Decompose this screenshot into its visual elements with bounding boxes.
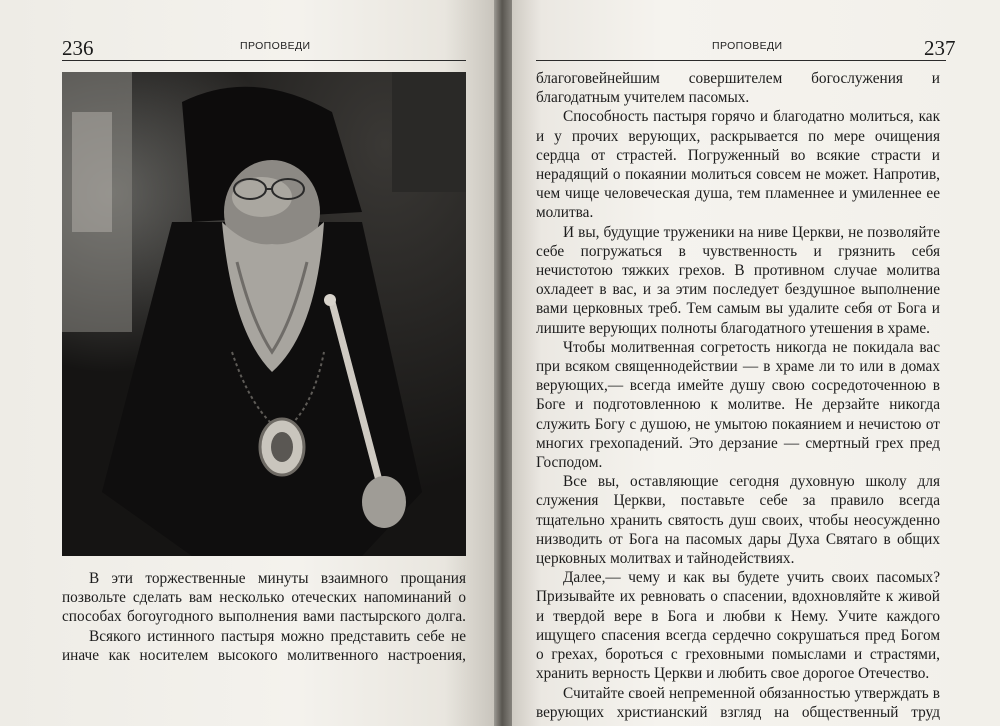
paragraph: Все вы, оставляющие сегодня духовную школу для служения Церкви, поставьте себе за правило всегда тщательно хранить святость душ своих, чтобы неосужденно низводить от Бога на пасомых дары Духа Святаго в общих церковных молитвах и тайнодействиях.	[536, 473, 940, 568]
book-gutter	[494, 0, 512, 726]
header-rule-right	[536, 60, 946, 61]
page-number-left: 236	[62, 36, 94, 60]
paragraph: В эти торжественные минуты взаимного прощания позвольте сделать вам несколько отеческих напоминаний о способах богоугодного выполнения вами пастырского долга.	[62, 570, 466, 626]
portrait-photo-icon	[62, 72, 466, 556]
paragraph: Далее,— чему и как вы будете учить своих пасомых? Призывайте их ревновать о спасении, вдохновляйте к живой и твердой вере в Бога и любви к Нему. Учите каждого ищущего спасения всегда сердечно сокрушаться пред Богом о грехах, бороться с греховными помыслами и страстями, хранить верность Церкви и любить свое дорогое Отечество.	[536, 569, 940, 683]
portrait-photo	[62, 72, 466, 556]
header-rule-left	[62, 60, 466, 61]
left-page	[0, 0, 494, 726]
paragraph: Чтобы молитвенная согретость никогда не покидала вас при всяком священнодействии — в храме ли то или в домах верующих,— всегда имейте душу свою сосредоточенною в Боге и подготовленною к молитве. Не дерзайте никогда служить Богу с душою, не умытою покаянием и нечистою от многих грехопадений. Это дерзание — смертный грех пред Господом.	[536, 338, 940, 472]
paragraph: Считайте своей непременной обязанностью утверждать в верующих христианский взгляд на общественный труд	[536, 684, 940, 721]
paragraph: И вы, будущие труженики на ниве Церкви, не позволяйте себе погружаться в чувственность и грязнить себя нечистотою тяжких грехов. В противном случае молитва охладеет в вас, и за этим последует бездушное выполнение вами церковных треб. Тем самым вы удалите себя от Бога и лишите верующих полноты благодатного утешения в храме.	[536, 223, 940, 337]
running-head-left: ПРОПОВЕДИ	[240, 40, 311, 52]
paragraph: Способность пастыря горячо и благодатно молиться, как и у прочих верующих, раскрывается по мере очищения сердца от страстей. Погруженный во всякие страсти и нерадящий о покаянии молиться совсем не может. Напротив, чем чище человеческая душа, тем пламеннее и умиленнее ее молитва.	[536, 108, 940, 222]
page-number-right: 237	[924, 36, 956, 60]
paragraph: Всякого истинного пастыря можно представить себе не иначе как носителем высокого молитвенного настроения,	[62, 627, 466, 664]
right-body-text	[536, 69, 940, 722]
paragraph: благоговейнейшим совершителем богослужения и благодатным учителем пасомых.	[536, 70, 940, 107]
left-body-text	[62, 569, 466, 665]
running-head-right: ПРОПОВЕДИ	[712, 40, 783, 52]
